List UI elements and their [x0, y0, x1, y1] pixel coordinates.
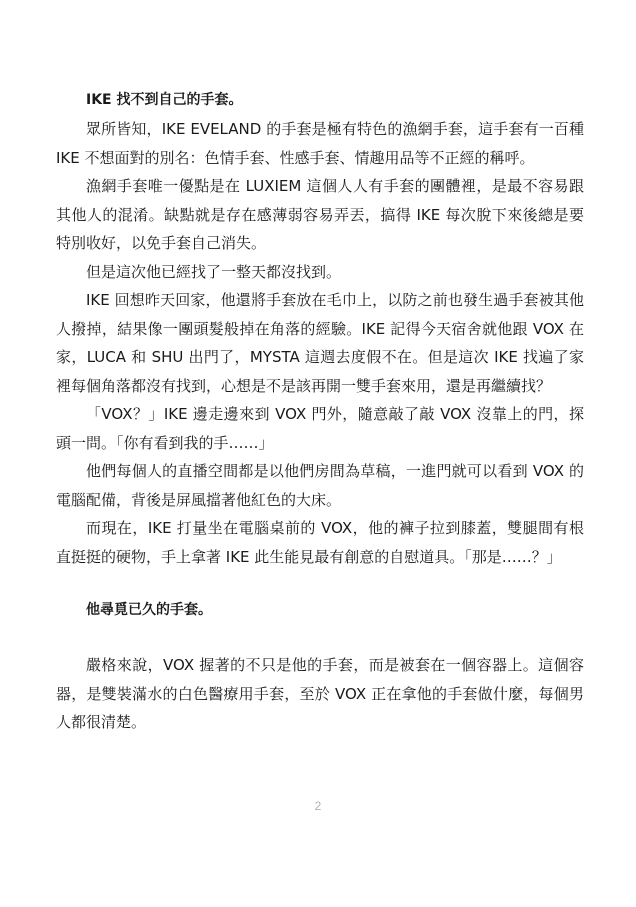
paragraph-3: 但是這次他已經找了一整天都沒找到。 [86, 262, 342, 281]
page-number: 2 [314, 799, 322, 813]
document-page [56, 87, 589, 737]
paragraph-2: 漁網手套唯一優點是在 LUXIEM 這個人人有手套的團體裡，是最不容易跟其他人的混淆。缺點就是存在感薄弱容易弄丟，搞得 IKE 每次脫下來後總是要特別收好，以免手套自己消失。 [56, 177, 584, 252]
section-heading-1: IKE 找不到自己的手套。 [86, 92, 243, 108]
paragraph-4: IKE 回想昨天回家，他還將手套放在毛巾上，以防之前也發生過手套被其他人撥掉，結果像一團頭髮般掉在角落的經驗。IKE 記得今天宿舍就他跟 VOX 在家，LUCA 和 SHU 出門了，MYSTA 這週去度假不在。但是這次 IKE 找遍了家裡每個角落都沒有找到，心想是不是該再開一雙手套來用，還是再繼續找？ [56, 291, 584, 395]
section-heading-2: 他尋覓已久的手套。 [86, 602, 212, 618]
paragraph-5: 「VOX？」IKE 邊走邊來到 VOX 門外，隨意敲了敲 VOX 沒靠上的門，探頭一問。「你有看到我的手……」 [56, 405, 584, 452]
paragraph-8: 嚴格來說，VOX 握著的不只是他的手套，而是被套在一個容器上。這個容器，是雙裝滿水的白色醫療用手套，至於 VOX 正在拿他的手套做什麼，每個男人都很清楚。 [56, 656, 584, 731]
paragraph-7: 而現在，IKE 打量坐在電腦桌前的 VOX，他的褲子拉到膝蓋，雙腿間有根直挺挺的硬物，手上拿著 IKE 此生能見最有創意的自慰道具。「那是……？」 [56, 519, 584, 566]
paragraph-6: 他們每個人的直播空間都是以他們房間為草稿，一進門就可以看到 VOX 的電腦配備，背後是屏風擋著他紅色的大床。 [56, 462, 584, 509]
paragraph-1: 眾所皆知，IKE EVELAND 的手套是極有特色的漁網手套，這手套有一百種 IKE 不想面對的別名：色情手套、性感手套、情趣用品等不正經的稱呼。 [56, 120, 589, 167]
